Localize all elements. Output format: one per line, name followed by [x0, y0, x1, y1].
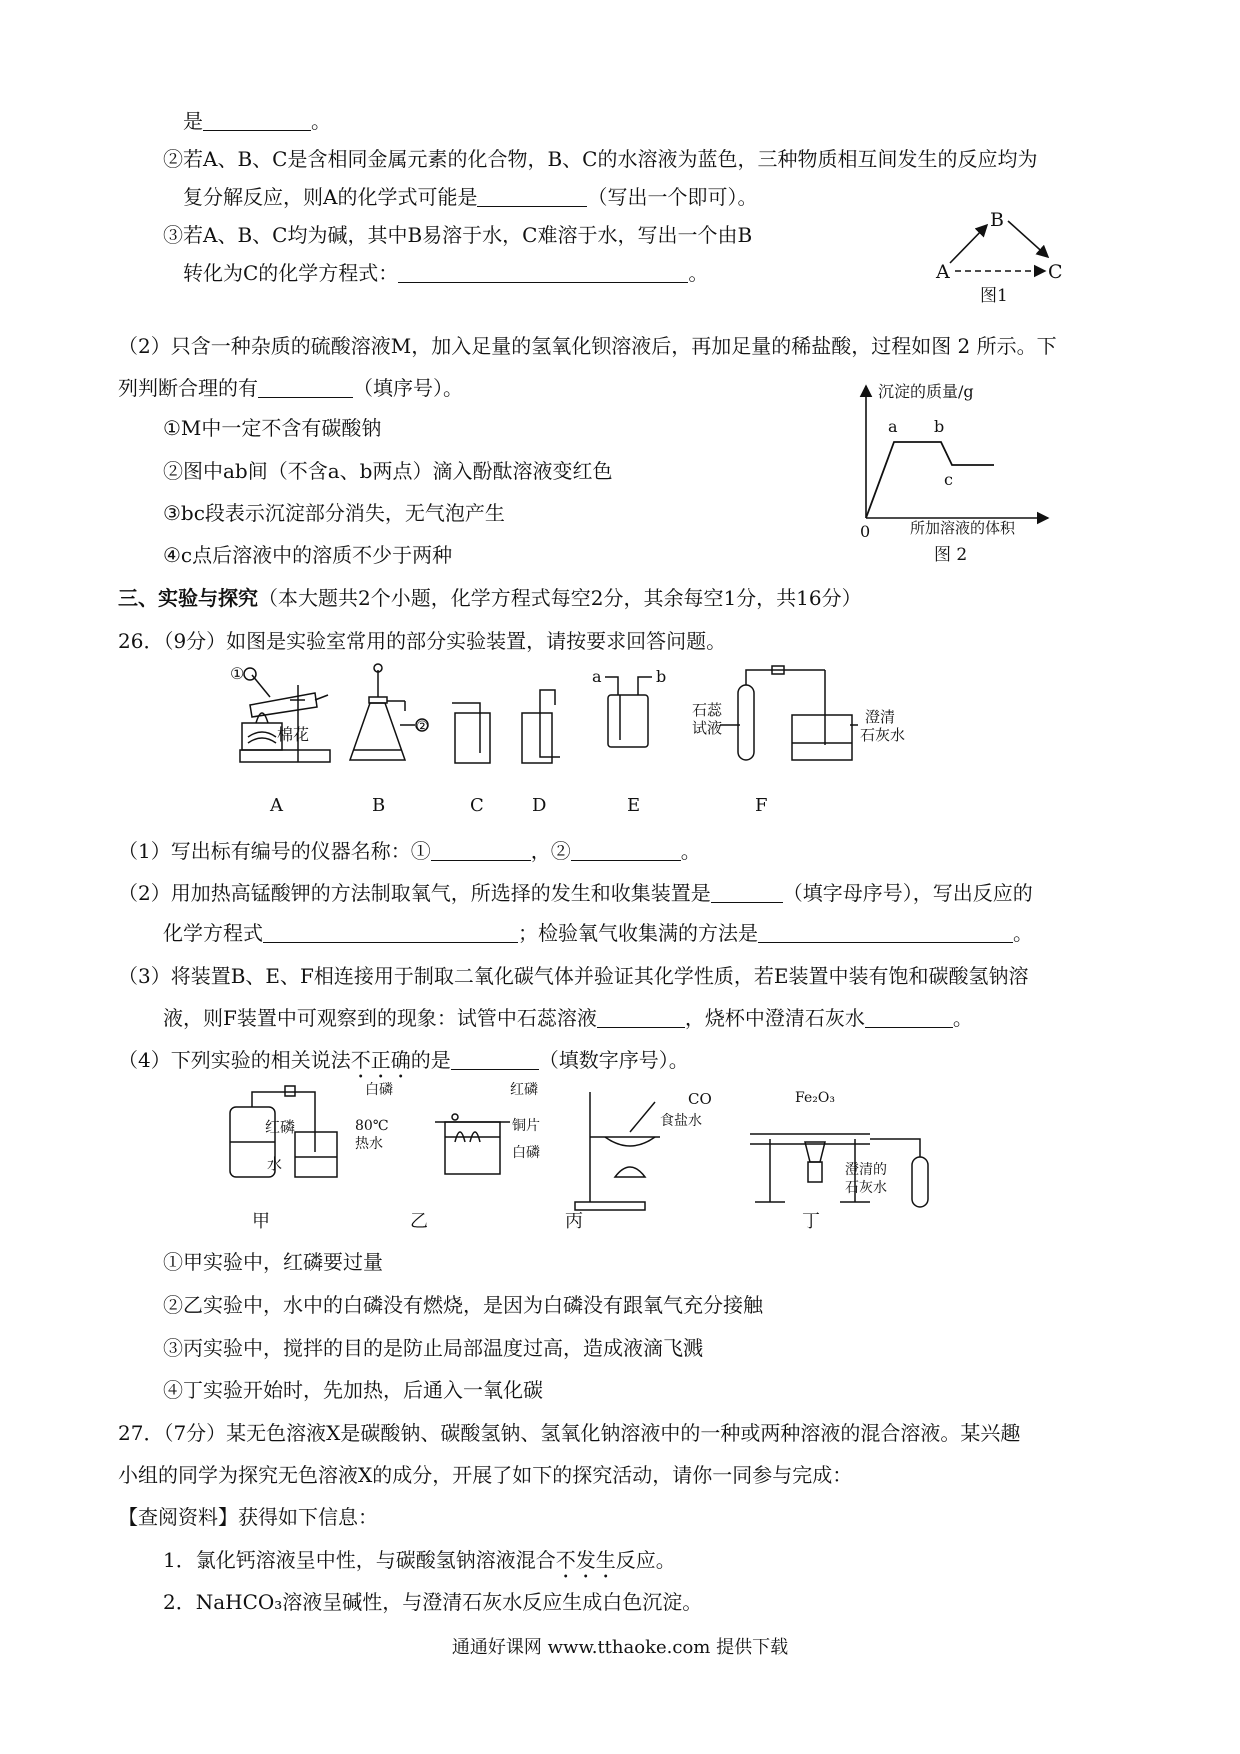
blank[interactable] [571, 840, 681, 861]
q27-line1: 27．（7分）某无色溶液X是碳酸钠、碳酸氢钠、氢氧化钠溶液中的一种或两种溶液的混合溶液。某兴趣 [118, 1421, 1021, 1445]
fig1-label-c: C [1048, 261, 1063, 283]
blank[interactable] [865, 1007, 953, 1028]
fig2-point-a: a [888, 417, 898, 436]
blank[interactable] [758, 922, 1013, 943]
fig2-x-axis-label: 所加溶液的体积 [910, 519, 1016, 537]
exp-jia-water: 水 [267, 1155, 283, 1173]
q25-line2: ②若A、B、C是含相同金属元素的化合物，B、C的水溶液为蓝色，三种物质相互间发生的反应均为 [163, 147, 1038, 171]
exp-ding-co: CO [688, 1090, 712, 1108]
q26-sub3-line1: （3）将装置B、E、F相连接用于制取二氧化碳气体并验证其化学性质，若E装置中装有饱和碳酸氢钠溶 [118, 964, 1029, 988]
apparatus-label-b: B [372, 795, 386, 816]
apparatus-f-lime-2: 石灰水 [860, 726, 906, 744]
apparatus-e-port-b: b [656, 667, 667, 686]
exp-label-ding: 丁 [802, 1211, 820, 1232]
blank[interactable] [258, 377, 353, 398]
q26-option-4: ④丁实验开始时，先加热，后通入一氧化碳 [163, 1378, 543, 1402]
q26-option-1: ①甲实验中，红磷要过量 [163, 1250, 383, 1274]
page-footer: 通通好课网 www.tthaoke.com 提供下载 [451, 1637, 789, 1658]
exp-ding-lime-2: 石灰水 [845, 1180, 887, 1196]
apparatus-f-litmus-1: 石蕊 [692, 701, 723, 719]
exp-yi-hot-water: 热水 [355, 1136, 383, 1152]
q26-sub1: （1）写出标有编号的仪器名称：① ，② 。 [118, 839, 701, 863]
exp-yi-white-phosphorus-1: 白磷 [365, 1082, 393, 1098]
blank[interactable] [203, 110, 311, 131]
fig1-label-b: B [990, 209, 1004, 231]
fig2-origin: 0 [860, 522, 871, 541]
q25-option-2: ②图中ab间（不含a、b两点）滴入酚酞溶液变红色 [163, 459, 613, 483]
q26-experiments-figure [230, 1082, 1030, 1232]
exp-label-bing: 丙 [565, 1211, 583, 1232]
section-3-heading: 三、实验与探究（本大题共2个小题，化学方程式每空2分，其余每空1分，共16分） [118, 586, 862, 610]
q26-intro: 26．（9分）如图是实验室常用的部分实验装置，请按要求回答问题。 [118, 629, 727, 653]
exp-ding-fe2o3: Fe₂O₃ [795, 1090, 835, 1106]
q27-line2: 小组的同学为探究无色溶液X的成分，开展了如下的探究活动，请你一同参与完成： [118, 1463, 853, 1487]
q26-sub2-line1: （2）用加热高锰酸钾的方法制取氧气，所选择的发生和收集装置是 （填字母序号），写出反应的 [118, 881, 1033, 905]
blank[interactable] [263, 922, 518, 943]
q26-sub2-line2: 化学方程式 ；检验氧气收集满的方法是 。 [163, 921, 1033, 945]
q26-sub3-line2: 液，则F装置中可观察到的现象：试管中石蕊溶液 ，烧杯中澄清石灰水 。 [163, 1006, 973, 1030]
q26-option-2: ②乙实验中，水中的白磷没有燃烧，是因为白磷没有跟氧气充分接触 [163, 1293, 763, 1317]
blank[interactable] [597, 1007, 685, 1028]
q27-line3: 【查阅资料】获得如下信息： [118, 1505, 378, 1529]
apparatus-cotton-label: 棉花 [277, 725, 310, 744]
q25-option-3: ③bc段表示沉淀部分消失，无气泡产生 [163, 501, 505, 525]
blank[interactable] [451, 1049, 539, 1070]
q26-sub4: （4）下列实验的相关说法不正确的是 （填数字序号）。 [118, 1048, 689, 1072]
q25-part2-line1: （2）只含一种杂质的硫酸溶液M，加入足量的氢氧化钡溶液后，再加足量的稀盐酸，过程如图 2 所示。下 [118, 334, 1057, 358]
exp-label-jia: 甲 [252, 1211, 270, 1232]
exp-ding-lime-1: 澄清的 [845, 1162, 887, 1178]
figure-1-diagram [930, 205, 1070, 305]
exp-label-yi: 乙 [410, 1211, 428, 1232]
exp-yi-80c: 80℃ [355, 1118, 389, 1134]
apparatus-f-lime-1: 澄清 [865, 708, 896, 726]
q25-option-1: ①M中一定不含有碳酸钠 [163, 416, 382, 440]
fig2-point-b: b [934, 417, 945, 436]
fig1-caption: 图1 [980, 286, 1008, 306]
apparatus-e-port-a: a [592, 667, 602, 686]
apparatus-label-d: D [532, 795, 547, 816]
q25-line3: 复分解反应，则A的化学式可能是 （写出一个即可）。 [183, 185, 758, 209]
fig2-y-axis-label: 沉淀的质量/g [878, 382, 974, 401]
q25-line5: 转化为C的化学方程式： 。 [183, 261, 709, 285]
q27-info-2: 2．NaHCO₃溶液呈碱性，与澄清石灰水反应生成白色沉淀。 [163, 1590, 703, 1614]
exp-yi-red-phosphorus: 红磷 [510, 1082, 538, 1098]
q25-line1: 是 。 [183, 109, 331, 133]
apparatus-label-a: A [270, 795, 283, 816]
apparatus-label-e: E [627, 795, 641, 816]
exp-jia-red-phosphorus: 红磷 [265, 1118, 296, 1136]
figure-2-graph [848, 382, 1068, 565]
apparatus-label-f: F [755, 795, 768, 816]
q26-apparatus-figure [230, 665, 1030, 825]
exp-yi-white-phosphorus-2: 白磷 [512, 1145, 540, 1161]
blank[interactable] [431, 840, 531, 861]
apparatus-mark-1: ① [230, 664, 245, 683]
q27-info-1: 1．氯化钙溶液呈中性，与碳酸氢钠溶液混合不发生反应。 [163, 1548, 676, 1572]
q26-option-3: ③丙实验中，搅拌的目的是防止局部温度过高，造成液滴飞溅 [163, 1336, 703, 1360]
blank[interactable] [711, 882, 783, 903]
fig1-label-a: A [936, 261, 950, 283]
exp-bing-salt-water: 食盐水 [660, 1113, 702, 1129]
q25-option-4: ④c点后溶液中的溶质不少于两种 [163, 543, 453, 567]
blank[interactable] [398, 262, 688, 283]
q25-line4: ③若A、B、C均为碱，其中B易溶于水，C难溶于水，写出一个由B [163, 223, 753, 247]
blank[interactable] [477, 186, 587, 207]
apparatus-f-litmus-2: 试液 [692, 719, 723, 737]
apparatus-mark-2: ② [416, 719, 429, 735]
exp-yi-copper: 铜片 [512, 1118, 540, 1134]
fig2-curve [866, 442, 994, 518]
q25-part2-line2: 列判断合理的有 （填序号）。 [118, 376, 463, 400]
apparatus-label-c: C [470, 795, 484, 816]
fig2-caption: 图 2 [934, 545, 968, 565]
fig2-point-c: c [944, 470, 953, 489]
